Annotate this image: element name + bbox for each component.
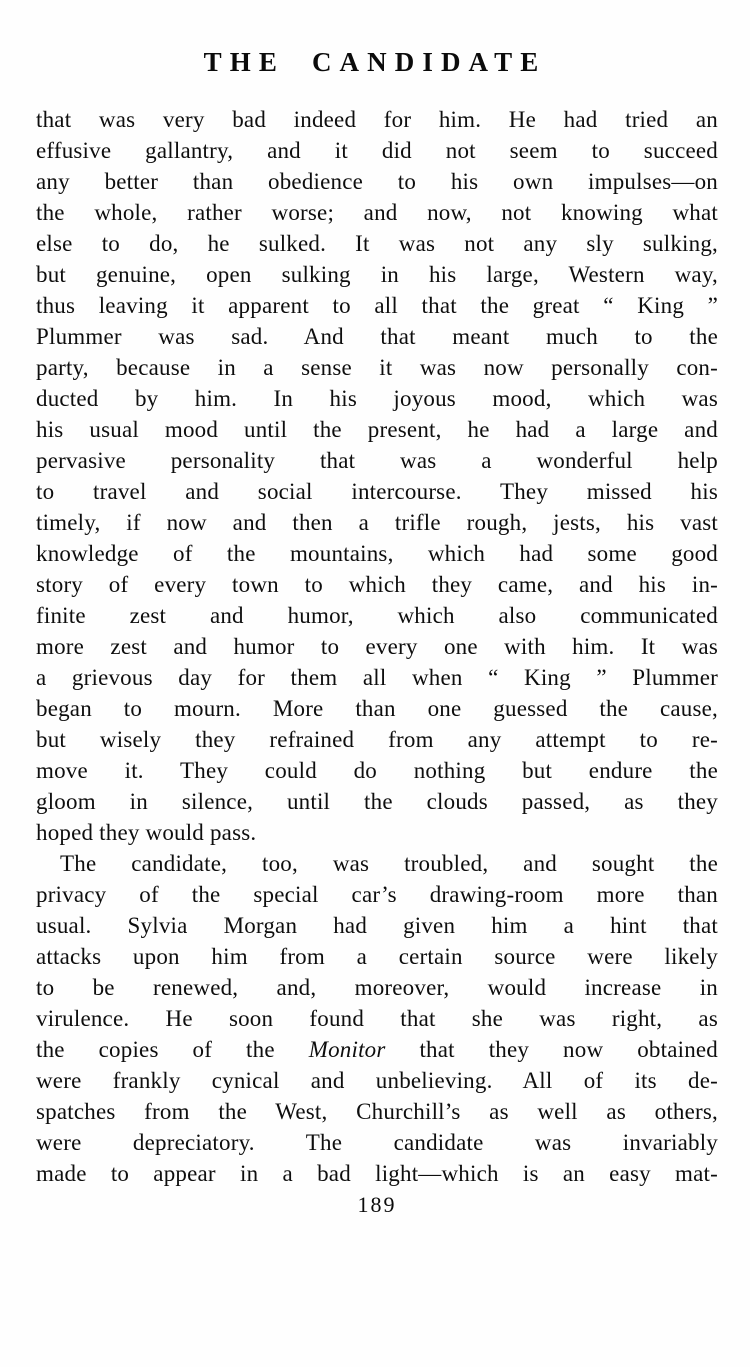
text-line: to be renewed, and, moreover, would increase in [36,975,718,1000]
paragraphs-container [36,104,718,1189]
text-line [36,1034,718,1065]
paragraph [36,104,718,848]
text-line: attacks upon him from a certain source were likely [36,944,718,969]
running-head: THE CANDIDATE [203,47,547,77]
text-line: the whole, rather worse; and now, not knowing what [36,200,718,225]
text-line: but genuine, open sulking in his large, Western way, [36,262,718,287]
paragraph [36,848,718,1189]
text-line: more zest and humor to every one with him. It was [36,634,718,659]
text-line: The candidate, too, was troubled, and sought the [60,851,718,876]
text-line: made to appear in a bad light—which is an easy mat- [36,1161,718,1186]
text-line: to travel and social intercourse. They missed his [36,479,718,504]
text-line: virulence. He soon found that she was right, as [36,1006,718,1031]
text-block [36,104,718,1218]
text-line: else to do, he sulked. It was not any sly sulking, [36,231,718,256]
text-line: timely, if now and then a trifle rough, jests, his vast [36,510,718,535]
italic-text-segment: Monitor [308,1037,386,1062]
text-line: any better than obedience to his own impulses—on [36,169,718,194]
text-line: effusive gallantry, and it did not seem to succeed [36,138,718,163]
text-line: a grievous day for them all when “ King ” Plummer [36,665,718,690]
text-line: privacy of the special car’s drawing-room more than [36,882,718,907]
text-line: hoped they would pass. [36,820,257,845]
text-line: move it. They could do nothing but endure the [36,758,718,783]
text-line: finite zest and humor, which also communicated [36,603,718,628]
text-line: story of every town to which they came, and his in- [36,572,718,597]
text-line: his usual mood until the present, he had a large and [36,417,718,442]
text-segment: the copies of the [36,1037,309,1062]
text-line: knowledge of the mountains, which had some good [36,541,718,566]
text-line: Plummer was sad. And that meant much to the [36,324,718,349]
text-segment: that they now obtained [385,1037,719,1062]
text-line: usual. Sylvia Morgan had given him a hint that [36,913,718,938]
text-line: ducted by him. In his joyous mood, which was [36,386,718,411]
text-line: pervasive personality that was a wonderful help [36,448,718,473]
text-line: spatches from the West, Churchill’s as well as others, [36,1099,718,1124]
text-line: were frankly cynical and unbelieving. All of its de- [36,1068,718,1093]
text-line: thus leaving it apparent to all that the great “ King ” [36,293,718,318]
text-line: that was very bad indeed for him. He had tried an [36,107,718,132]
text-line: were depreciatory. The candidate was invariably [36,1130,718,1155]
text-line: but wisely they refrained from any attempt to re- [36,727,718,752]
page-number: 189 [357,1192,397,1217]
text-line: began to mourn. More than one guessed the cause, [36,696,718,721]
text-line: party, because in a sense it was now personally con- [36,355,718,380]
text-line: gloom in silence, until the clouds passed, as they [36,789,718,814]
